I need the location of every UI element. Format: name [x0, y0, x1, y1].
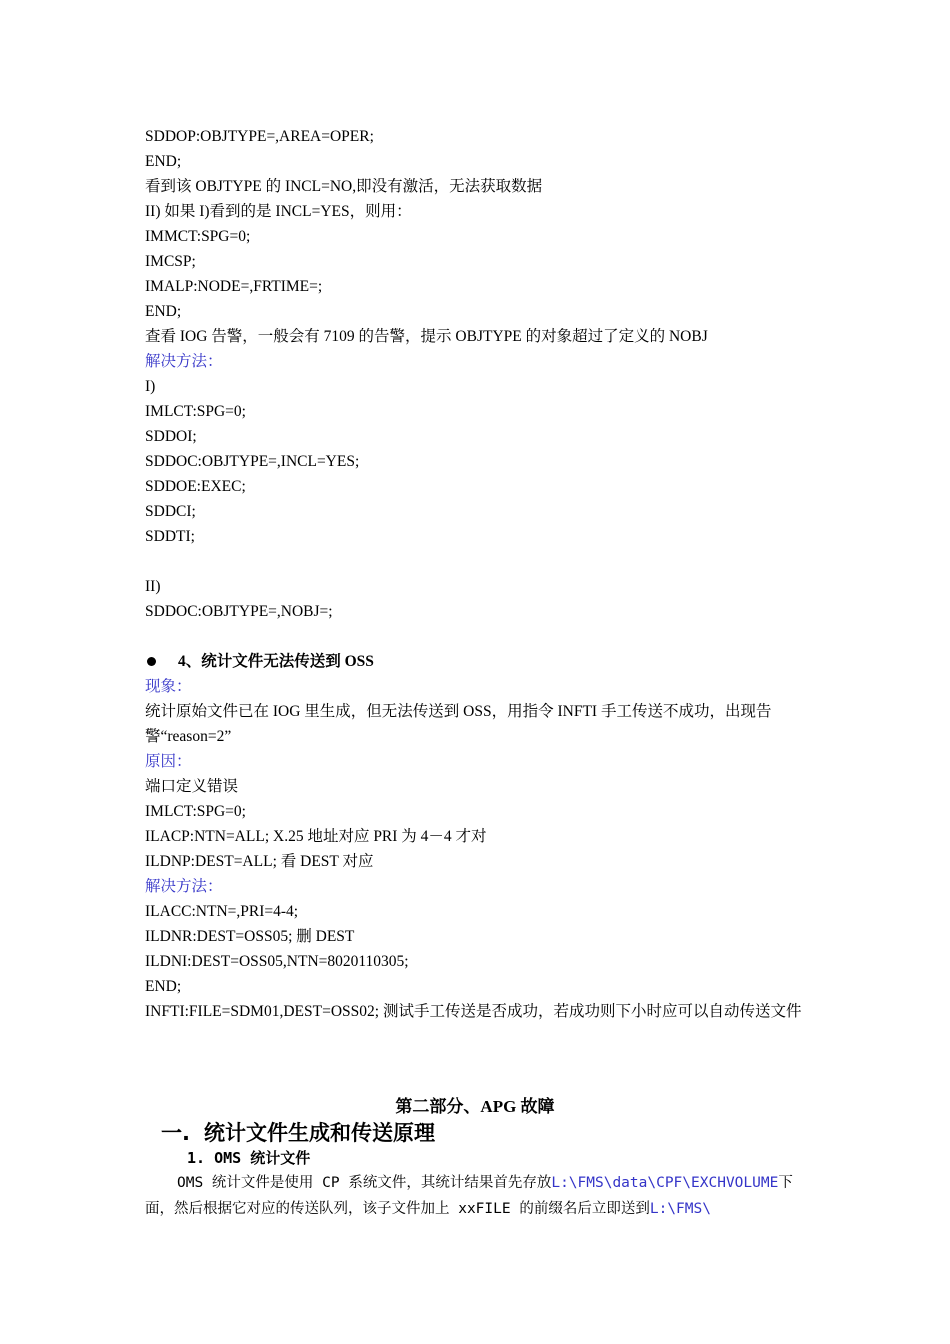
text-line: SDDTI; — [145, 528, 195, 545]
text-line: ILDNP:DEST=ALL; 看 DEST 对应 — [145, 853, 374, 870]
command-lines-bottom — [145, 674, 810, 1024]
text-line: SDDOC:OBJTYPE=,NOBJ=; — [145, 603, 333, 620]
blank-line — [145, 549, 810, 574]
text-line: ILDNR:DEST=OSS05; 删 DEST — [145, 928, 355, 945]
text-line: 统计原始文件已在 IOG 里生成，但无法传送到 OSS，用指令 INFTI 手工传送不成功，出现告警“reason=2” — [145, 703, 772, 745]
text-line: ILDNI:DEST=OSS05,NTN=8020110305; — [145, 953, 409, 970]
text-line: 原因： — [145, 753, 192, 770]
body-paragraph — [145, 1170, 810, 1222]
text-line: ILACP:NTN=ALL; X.25 地址对应 PRI 为 4－4 才对 — [145, 828, 487, 845]
text-line: INFTI:FILE=SDM01,DEST=OSS02; 测试手工传送是否成功，若成功则下小时应可以自动传送文件 — [145, 1003, 802, 1020]
blank-line — [145, 624, 810, 649]
body-text-part2: 下面，然后根据它对应的传送队列，该子文件加上 xxFILE 的前缀名后立即送到 — [145, 1175, 793, 1217]
file-path-2: L:\FMS\ — [649, 1201, 711, 1217]
text-line: 查看 IOG 告警，一般会有 7109 的告警，提示 OBJTYPE 的对象超过了定义的 NOBJ — [145, 328, 708, 345]
text-line: II) — [145, 578, 161, 595]
text-line: END; — [145, 978, 182, 995]
text-line: ILACC:NTN=,PRI=4-4; — [145, 903, 299, 920]
section-title: 第二部分、APG 故障 — [395, 1097, 555, 1116]
body-text-part1: OMS 统计文件是使用 CP 系统文件，其统计结果首先存放 — [177, 1175, 552, 1191]
text-line: END; — [145, 153, 182, 170]
text-line: END; — [145, 303, 182, 320]
text-line: 端口定义错误 — [145, 778, 239, 795]
text-line: SDDOP:OBJTYPE=,AREA=OPER; — [145, 128, 374, 145]
text-line: SDDCI; — [145, 503, 196, 520]
text-line: I) — [145, 378, 156, 395]
text-line: IMCSP; — [145, 253, 196, 270]
text-line: SDDOE:EXEC; — [145, 478, 246, 495]
text-line: II) 如果 I)看到的是 INCL=YES，则用： — [145, 203, 412, 220]
text-line: 现象： — [145, 678, 192, 695]
heading-level-1-text: 统计文件生成和传送原理 — [203, 1121, 435, 1145]
text-line: 解决方法： — [145, 878, 223, 895]
heading-level-1 — [161, 1118, 435, 1148]
heading-level-1-number: 一. — [161, 1121, 190, 1145]
text-line: IMLCT:SPG=0; — [145, 403, 246, 420]
text-line: IMLCT:SPG=0; — [145, 803, 246, 820]
bullet-heading-row — [145, 649, 810, 674]
command-lines-top — [145, 124, 810, 649]
bullet-dot-icon — [147, 657, 156, 666]
text-line: 看到该 OBJTYPE 的 INCL=NO,即没有激活，无法获取数据 — [145, 178, 543, 195]
file-path-1: L:\FMS\data\CPF\EXCHVOLUME — [551, 1175, 779, 1191]
text-line: SDDOI; — [145, 428, 197, 445]
heading-level-2: 1. OMS 统计文件 — [187, 1149, 311, 1167]
text-line: 解决方法： — [145, 353, 223, 370]
document-content — [145, 124, 810, 1024]
text-line: IMMCT:SPG=0; — [145, 228, 251, 245]
text-line: SDDOC:OBJTYPE=,INCL=YES; — [145, 453, 360, 470]
bullet-heading: 4、统计文件无法传送到 OSS — [178, 653, 374, 670]
text-line: IMALP:NODE=,FRTIME=; — [145, 278, 323, 295]
